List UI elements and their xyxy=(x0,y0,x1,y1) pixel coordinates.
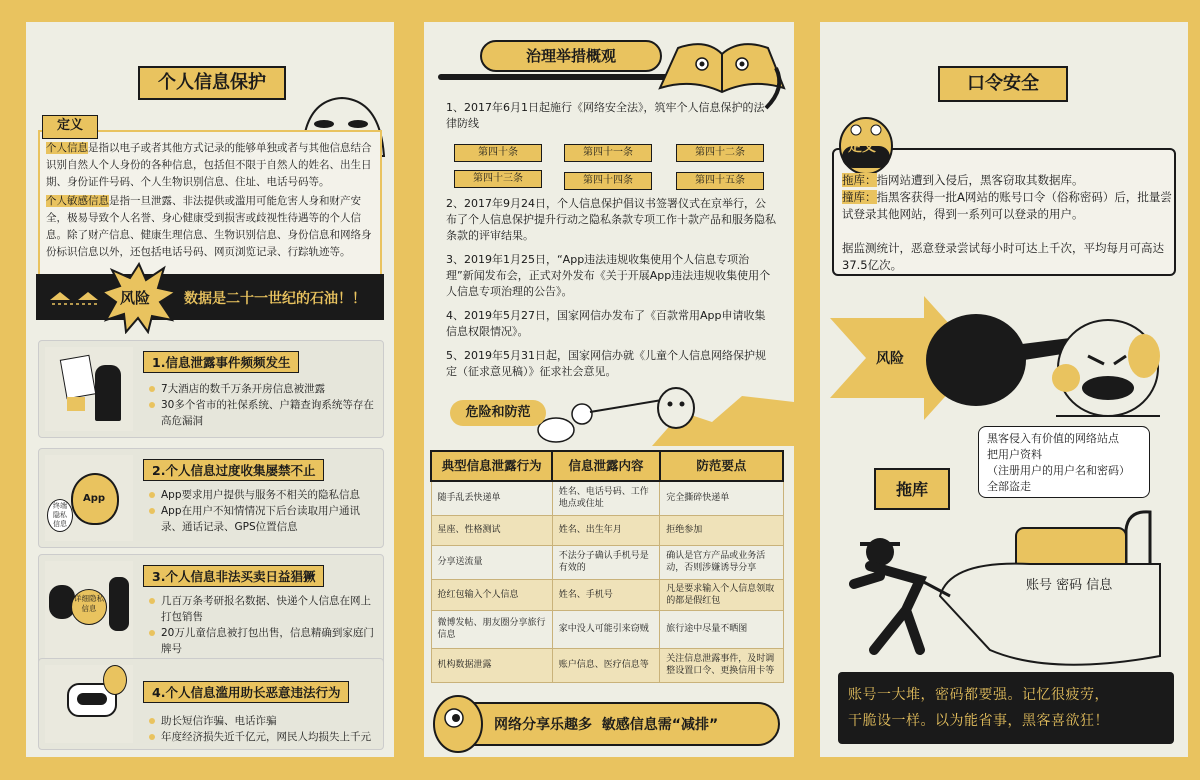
risk-slogan: 数据是二十一世纪的石油！！ xyxy=(184,291,366,307)
table-row xyxy=(431,610,783,648)
table-cell: 抢红包输入个人信息 xyxy=(431,579,552,610)
risk-title: 1.信息泄露事件频频发生 xyxy=(143,351,299,373)
definition-label: 定义 xyxy=(42,115,98,139)
table-cell: 完全撕碎快递单 xyxy=(660,481,783,515)
risk-item: 20万儿童信息被打包出售，信息精确到家庭门牌号 xyxy=(149,625,379,657)
section-title: 治理举措概观 xyxy=(480,40,662,72)
panel-governance xyxy=(424,22,794,757)
banner-slogan: 网络分享乐趣多 敏感信息需“减排” xyxy=(494,717,719,733)
definition-personal-info xyxy=(46,140,376,191)
text-sensitive-info: 是指一旦泄露、非法提供或滥用可能危害人身和财产安全，极易导致个人名誉、身心健康受到损害或歧视性待遇等的个人信息。除了财产信息、健康生理信息、生物识别信息、身份信息和网络身份标识信息以外，还包括电话号码、网页浏览记录、行踪轨迹等。 xyxy=(46,195,372,258)
slogan-box xyxy=(838,672,1174,744)
app-note: 终端隐私信息 xyxy=(47,499,73,532)
risk-item: 7大酒店的数千万条开房信息被泄露 xyxy=(149,381,375,397)
prevention-table xyxy=(430,450,784,683)
hacker-drag-illustration xyxy=(830,500,1178,676)
table-row xyxy=(431,579,783,610)
trade-label: 详细隐私信息 xyxy=(71,589,107,625)
speech-bubble xyxy=(978,426,1150,498)
trade-illustration xyxy=(45,561,133,659)
slogan-line: 干脆设一样。以为能省事，黑客喜欲狂！ xyxy=(848,713,1109,729)
monitoring-stat: 据监测统计，恶意登录尝试每小时可达上千次，平均每月可高达37.5亿次。 xyxy=(842,241,1164,272)
drag-label: 拖库 xyxy=(895,480,928,499)
risk-title: 3.个人信息非法买卖日益猖獗 xyxy=(143,565,324,587)
table-cell: 账户信息、医疗信息等 xyxy=(552,648,659,682)
app-label: App xyxy=(83,493,106,504)
app-illustration xyxy=(45,455,133,541)
leak-illustration xyxy=(45,347,133,431)
article-tag: 第四十五条 xyxy=(676,172,764,190)
eye-mascot-icon xyxy=(430,692,486,756)
article-tag: 第四十三条 xyxy=(454,170,542,188)
table-row xyxy=(431,515,783,545)
table-cell: 微博发帖、朋友圈分享旅行信息 xyxy=(431,610,552,648)
risk-item: 30多个省市的社保系统、户籍查询系统等存在高危漏洞 xyxy=(149,397,375,429)
risk-card-1 xyxy=(38,340,384,438)
table-header: 典型信息泄露行为 xyxy=(431,451,552,481)
bubble-line: 黑客侵入有价值的网络站点 xyxy=(987,432,1119,445)
article-tag: 第四十四条 xyxy=(564,172,652,190)
table-cell: 家中没人可能引来窃贼 xyxy=(552,610,659,648)
article-tag: 第四十一条 xyxy=(564,144,652,162)
title-underline xyxy=(438,74,678,80)
slogan-line: 账号一大堆，密码都要强。记忆很疲劳， xyxy=(848,687,1109,703)
article-tag: 第四十条 xyxy=(454,144,542,162)
table-cell: 旅行途中尽量不晒图 xyxy=(660,610,783,648)
table-cell: 分享送流量 xyxy=(431,545,552,579)
text-drag: 指网站遭到入侵后，黑客窃取其数据库。 xyxy=(876,173,1084,187)
panel-personal-info xyxy=(26,22,394,757)
term-drag: 拖库： xyxy=(842,173,877,187)
measure-item: 1、2017年6月1日起施行《网络安全法》，筑牢个人信息保护的法律防线 xyxy=(446,101,765,130)
risk-item: 年度经济损失近千亿元，网民人均损失上千元 xyxy=(149,729,379,745)
table-cell: 姓名、电话号码、工作地点或住址 xyxy=(552,481,659,515)
bubble-line: 把用户资料 xyxy=(987,448,1042,461)
tug-of-war-illustration xyxy=(512,382,794,448)
table-row xyxy=(431,481,783,515)
article-tag: 第四十二条 xyxy=(676,144,764,162)
risk-item: 几百万条考研报名数据、快递个人信息在网上打包销售 xyxy=(149,593,379,625)
monster-eyes-icon xyxy=(48,286,102,308)
term-sensitive-info: 个人敏感信息 xyxy=(46,195,109,207)
risk-items xyxy=(149,713,379,745)
risk-card-3 xyxy=(38,554,384,666)
risk-items xyxy=(149,381,375,429)
risk-item: App要求用户提供与服务不相关的隐私信息 xyxy=(149,487,379,503)
table-header-row xyxy=(431,451,783,481)
table-cell: 凡是要求输入个人信息领取的都是假红包 xyxy=(660,579,783,610)
section-title: 个人信息保护 xyxy=(138,66,286,100)
table-header: 信息泄露内容 xyxy=(552,451,659,481)
table-cell: 机构数据泄露 xyxy=(431,648,552,682)
risk-label: 风险 xyxy=(120,289,151,307)
table-row xyxy=(431,648,783,682)
risk-title: 2.个人信息过度收集屡禁不止 xyxy=(143,459,324,481)
risk-card-4 xyxy=(38,658,384,750)
table-row xyxy=(431,545,783,579)
section-title: 口令安全 xyxy=(938,66,1068,102)
risk-item: App在用户不知情情况下后台读取用户通讯录、通话记录、GPS位置信息 xyxy=(149,503,379,535)
text-personal-info: 是指以电子或者其他方式记录的能够单独或者与其他信息结合识别自然人个人身份的各种信息，包括但不限于自然人的姓名、出生日期、身份证件号码、个人生物识别信息、住址、电话号码等。 xyxy=(46,142,372,188)
table-cell: 姓名、出生年月 xyxy=(552,515,659,545)
risk-banner xyxy=(36,274,384,320)
table-cell: 随手乱丢快递单 xyxy=(431,481,552,515)
risk-label: 风险 xyxy=(876,351,904,367)
definition-label: 定义 xyxy=(848,139,876,155)
term-stuffing: 撞库： xyxy=(842,190,877,204)
table-cell: 不法分子确认手机号是有效的 xyxy=(552,545,659,579)
table-cell: 姓名、手机号 xyxy=(552,579,659,610)
term-personal-info: 个人信息 xyxy=(46,142,88,154)
bag-text: 账号 密码 信息 xyxy=(1026,578,1113,593)
table-cell: 关注信息泄露事件，及时调整设置口令、更换信用卡等 xyxy=(660,648,783,682)
panel-password-security xyxy=(820,22,1188,757)
risk-title: 4.个人信息滥用助长恶意违法行为 xyxy=(143,681,349,703)
measure-item: 4、2019年5月27日，国家网信办发布了《百款常用App申请收集信息权限情况》。 xyxy=(446,309,766,338)
table-header: 防范要点 xyxy=(660,451,783,481)
bubble-line: （注册用户的用户名和密码） xyxy=(987,464,1130,477)
danger-label: 危险和防范 xyxy=(450,400,546,426)
definition-stuffing xyxy=(842,189,1172,223)
risk-items xyxy=(149,487,379,535)
definition-drag xyxy=(842,172,1172,189)
text-stuffing: 指黑客获得一批A网站的账号口令（俗称密码）后，批量尝试登录其他网站，得到一系列可以登录的用户。 xyxy=(842,190,1172,221)
robot-illustration xyxy=(45,665,133,743)
risk-items xyxy=(149,593,379,657)
table-cell: 确认是官方产品或业务活动，否则涉嫌诱导分享 xyxy=(660,545,783,579)
table-cell: 拒绝参加 xyxy=(660,515,783,545)
measure-item: 5、2019年5月31日起，国家网信办就《儿童个人信息网络保护规定（征求意见稿）》征求社会意见。 xyxy=(446,349,766,378)
risk-card-2 xyxy=(38,448,384,548)
measure-item: 3、2019年1月25日，“App违法违规收集使用个人信息专项治理”新闻发布会，正式对外发布《关于开展App违法违规收集使用个人信息专项治理的公告》。 xyxy=(446,253,771,298)
bubble-line: 全部盗走 xyxy=(987,480,1031,493)
risk-item: 助长短信诈骗、电话诈骗 xyxy=(149,713,379,729)
measure-item: 2、2017年9月24日，个人信息保护倡议书签署仪式在京举行，公布了个人信息保护提升行动之隐私条款专项工作十款产品和服务隐私条款的评审结果。 xyxy=(446,197,776,242)
table-cell: 星座、性格测试 xyxy=(431,515,552,545)
definition-sensitive-info xyxy=(46,193,376,261)
